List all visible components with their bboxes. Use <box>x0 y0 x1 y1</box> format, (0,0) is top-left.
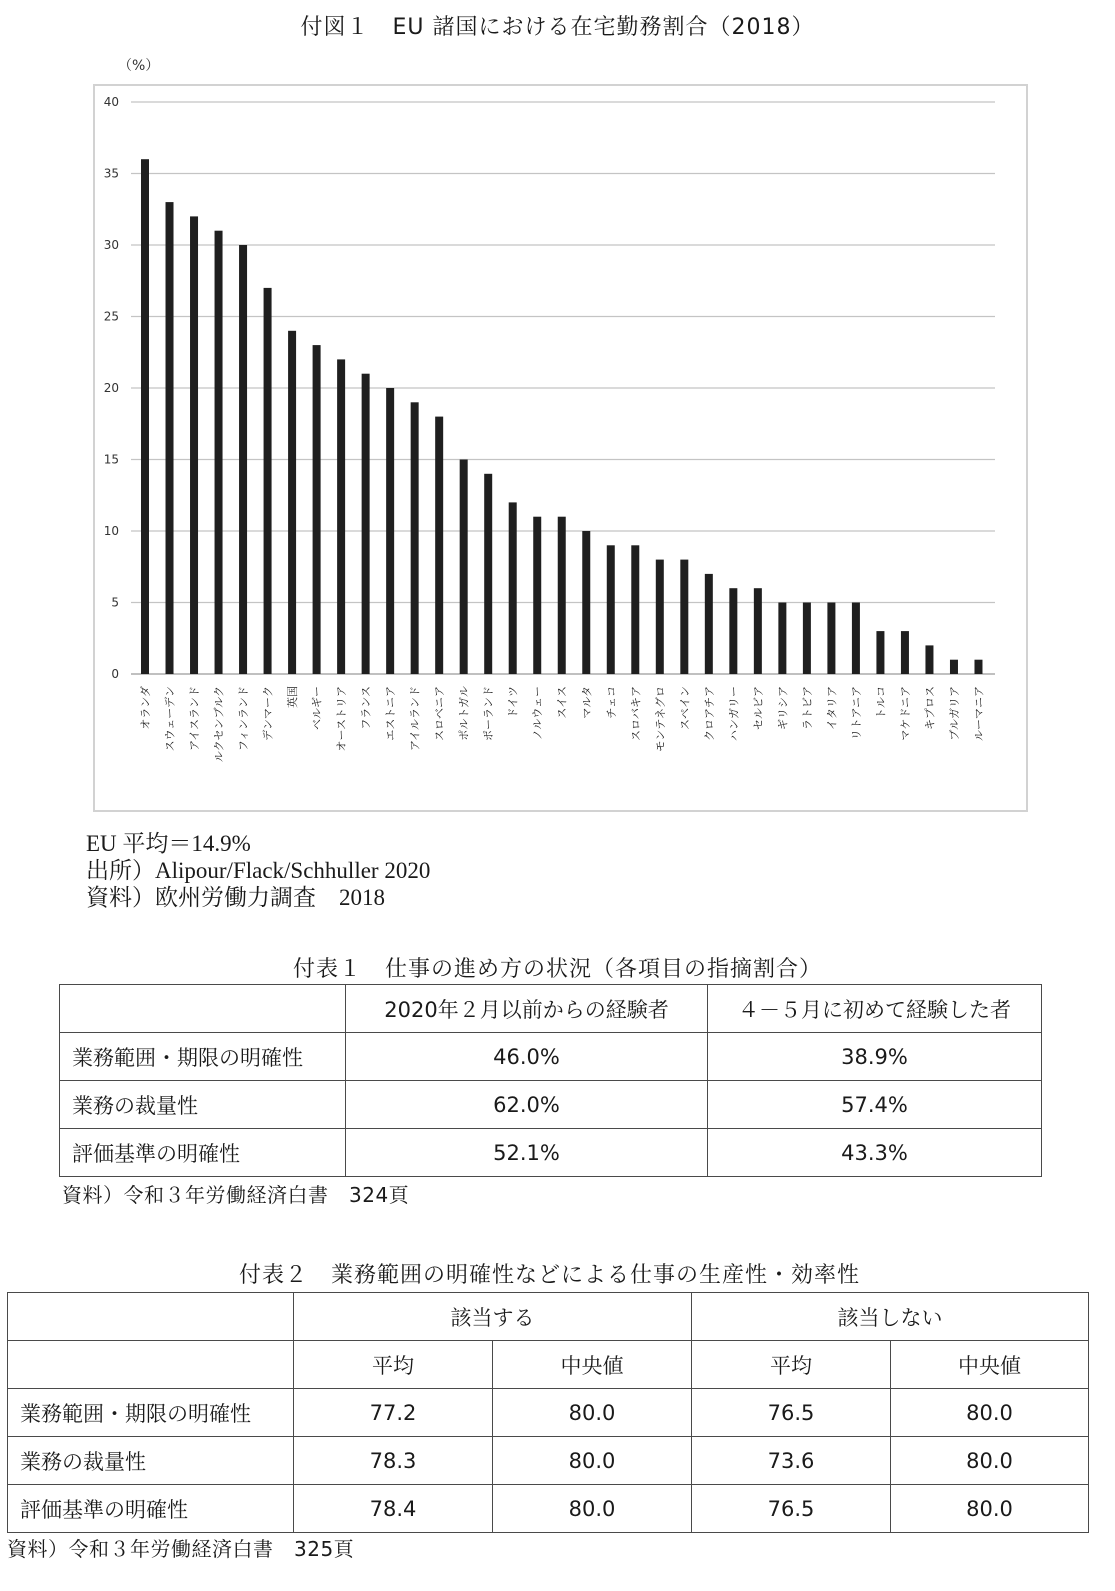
cell-value: 80.0 <box>493 1389 692 1437</box>
table2-header-empty <box>8 1293 294 1341</box>
bar <box>190 216 198 674</box>
x-category-label: クロアチア <box>702 686 716 741</box>
x-category-label: オランダ <box>139 686 152 730</box>
bar <box>239 245 247 674</box>
bar <box>166 202 174 674</box>
cell-value: 77.2 <box>294 1389 493 1437</box>
table2-group-applicable: 該当する <box>294 1293 692 1341</box>
row-label: 業務範囲・期限の明確性 <box>60 1033 346 1081</box>
row-label: 評価基準の明確性 <box>8 1485 294 1533</box>
bar <box>876 631 884 674</box>
y-tick-label: 10 <box>103 524 119 538</box>
x-category-label: リトアニア <box>849 686 863 741</box>
bar <box>362 374 370 674</box>
x-category-label: セルビア <box>751 686 765 730</box>
cell-value: 78.3 <box>294 1437 493 1485</box>
bar <box>656 560 664 674</box>
cell-value: 80.0 <box>891 1485 1089 1533</box>
chart-frame <box>93 84 1028 812</box>
x-category-label: ドイツ <box>506 686 520 719</box>
bar <box>533 517 541 674</box>
bar <box>950 660 958 674</box>
table2-subheader-median: 中央値 <box>493 1341 692 1389</box>
table2 <box>7 1292 1089 1533</box>
y-tick-label: 15 <box>103 452 119 467</box>
x-category-label: ルクセンブルク <box>212 686 226 763</box>
table1 <box>59 984 1042 1177</box>
cell-value: 78.4 <box>294 1485 493 1533</box>
figure-notes <box>86 830 430 911</box>
x-category-label: トルコ <box>874 686 888 719</box>
bar <box>607 545 615 674</box>
table2-source: 資料）令和３年労働経済白書 325頁 <box>7 1537 355 1561</box>
x-category-label: ラトビア <box>800 686 814 730</box>
y-tick-label: 25 <box>103 309 119 324</box>
table2-group-not-applicable: 該当しない <box>692 1293 1089 1341</box>
bar <box>729 588 737 674</box>
bar <box>680 560 688 674</box>
bar <box>974 660 982 674</box>
bar <box>313 345 321 674</box>
cell-value: 57.4% <box>708 1081 1042 1129</box>
x-category-label: スロベニア <box>433 686 447 741</box>
x-category-label: エストニア <box>384 686 398 741</box>
x-category-label: キプロス <box>923 686 937 730</box>
table1-header-first-time: ４－５月に初めて経験した者 <box>708 985 1042 1033</box>
x-category-label: スウェーデン <box>163 686 177 752</box>
x-category-label: ブルガリア <box>947 686 961 741</box>
x-category-label: イタリア <box>825 686 839 730</box>
bar <box>778 603 786 675</box>
y-tick-label: 0 <box>111 667 119 681</box>
table-row <box>60 1033 1042 1081</box>
x-category-label: ハンガリー <box>727 686 741 741</box>
y-tick-label: 5 <box>111 595 119 610</box>
table-row <box>8 1389 1089 1437</box>
bar <box>901 631 909 674</box>
cell-value: 80.0 <box>891 1437 1089 1485</box>
bar <box>460 460 468 675</box>
x-category-label: フィンランド <box>237 686 251 752</box>
x-category-label: 英国 <box>286 686 300 708</box>
bar <box>264 288 272 674</box>
bar <box>141 159 149 674</box>
row-label: 業務の裁量性 <box>60 1081 346 1129</box>
x-category-label: アイルランド <box>408 686 422 752</box>
x-category-label: マルタ <box>580 686 594 719</box>
bar <box>435 417 443 674</box>
table2-subheader-median: 中央値 <box>891 1341 1089 1389</box>
x-category-label: スイス <box>555 686 569 719</box>
bar <box>925 645 933 674</box>
table2-subheader-empty <box>8 1341 294 1389</box>
cell-value: 62.0% <box>346 1081 708 1129</box>
bar <box>852 603 860 675</box>
bar <box>631 545 639 674</box>
y-axis-unit-label: （%） <box>118 58 160 74</box>
bar <box>386 388 394 674</box>
cell-value: 46.0% <box>346 1033 708 1081</box>
y-tick-label: 30 <box>103 238 119 252</box>
table2-title: 付表２ 業務範囲の明確性などによる仕事の生産性・効率性 <box>238 1263 860 1288</box>
row-label: 業務の裁量性 <box>8 1437 294 1485</box>
bar <box>484 474 492 674</box>
cell-value: 43.3% <box>708 1129 1042 1177</box>
bar <box>215 231 223 674</box>
x-category-label: スペイン <box>678 686 692 730</box>
table1-title: 付表１ 仕事の進め方の状況（各項目の指摘割合） <box>292 957 822 982</box>
bar <box>754 588 762 674</box>
cell-value: 80.0 <box>493 1437 692 1485</box>
table1-header-experienced: 2020年２月以前からの経験者 <box>346 985 708 1033</box>
row-label: 評価基準の明確性 <box>60 1129 346 1177</box>
cell-value: 38.9% <box>708 1033 1042 1081</box>
x-category-label: デンマーク <box>261 686 275 741</box>
y-tick-label: 40 <box>103 95 119 109</box>
x-category-label: アイスランド <box>188 686 202 751</box>
bar <box>509 502 517 674</box>
row-label: 業務範囲・期限の明確性 <box>8 1389 294 1437</box>
x-category-label: オーストリア <box>335 686 349 752</box>
cell-value: 52.1% <box>346 1129 708 1177</box>
bar <box>411 402 419 674</box>
x-category-label: ポルトガル <box>457 686 471 741</box>
x-category-label: チェコ <box>604 686 618 719</box>
x-category-label: スロバキア <box>629 686 643 741</box>
bar <box>288 331 296 674</box>
y-tick-label: 35 <box>103 166 119 181</box>
x-category-label: フランス <box>359 686 373 730</box>
table1-source: 資料）令和３年労働経済白書 324頁 <box>62 1183 410 1207</box>
x-category-label: ノルウェー <box>531 686 545 741</box>
x-category-label: ベルギー <box>310 686 324 730</box>
figure-title: 付図１ EU 諸国における在宅勤務割合（2018） <box>300 15 815 40</box>
cell-value: 73.6 <box>692 1437 891 1485</box>
data-note: 資料）欧州労働力調査 2018 <box>86 885 385 910</box>
eu-average-note: EU 平均＝14.9% <box>86 831 251 856</box>
x-category-label: モンテネグロ <box>653 686 667 752</box>
table2-subheader-mean: 平均 <box>294 1341 493 1389</box>
x-category-label: ルーマニア <box>972 686 986 741</box>
bar <box>705 574 713 674</box>
cell-value: 80.0 <box>493 1485 692 1533</box>
table1-header-empty <box>60 985 346 1033</box>
table-row <box>8 1437 1089 1485</box>
table-row <box>8 1485 1089 1533</box>
y-tick-label: 20 <box>103 381 119 395</box>
table-row <box>60 1081 1042 1129</box>
bar <box>827 603 835 675</box>
source-note: 出所）Alipour/Flack/Schhuller 2020 <box>86 858 431 883</box>
x-category-label: ポーランド <box>482 686 496 741</box>
x-category-label: ギリシア <box>776 686 790 730</box>
x-category-label: マケドニア <box>898 686 912 741</box>
bar <box>558 517 566 674</box>
cell-value: 76.5 <box>692 1485 891 1533</box>
table-row <box>60 1129 1042 1177</box>
cell-value: 76.5 <box>692 1389 891 1437</box>
cell-value: 80.0 <box>891 1389 1089 1437</box>
bar <box>803 603 811 675</box>
bar-chart <box>95 86 1026 810</box>
bar <box>337 359 345 674</box>
bar <box>582 531 590 674</box>
table2-subheader-mean: 平均 <box>692 1341 891 1389</box>
